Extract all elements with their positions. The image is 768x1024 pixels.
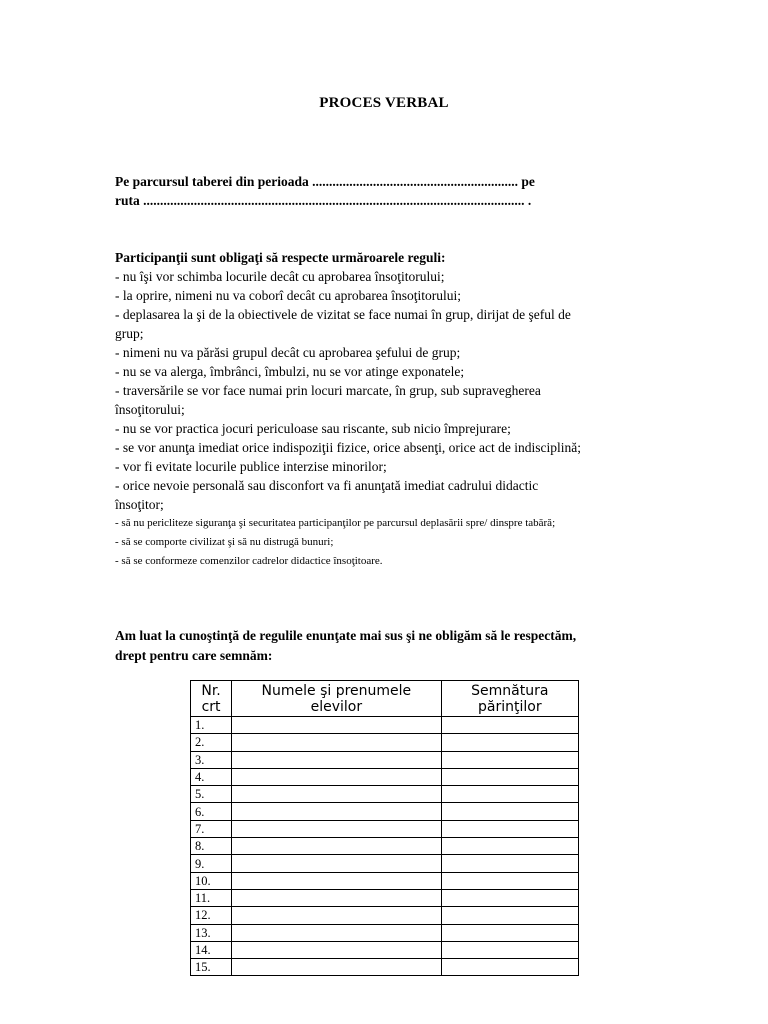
rule-line: - la oprire, nimeni nu va coborî decât cu aprobarea însoţitorului; (115, 288, 462, 303)
row-number: 11. (191, 889, 232, 906)
row-number: 14. (191, 941, 232, 958)
row-number: 12. (191, 907, 232, 924)
header-nr-line2: crt (201, 698, 221, 715)
table-row (191, 751, 579, 768)
student-name-cell[interactable] (232, 889, 442, 906)
rule-line: - traversările se vor face numai prin locuri marcate, în grup, sub supravegherea (115, 383, 541, 398)
rule-small-line: - să nu periclitezе siguranţa şi securitatea participanţilor pe parcursul deplasării spre/ dinspre tabără; (115, 517, 556, 529)
rule-small-line: - să se comporte civilizat şi să nu distrugă bunuri; (115, 536, 334, 548)
row-number: 13. (191, 924, 232, 941)
parent-signature-cell[interactable] (441, 838, 578, 855)
parent-signature-cell[interactable] (441, 768, 578, 785)
agreement-line-1: Am luat la cunoştinţă de regulile enunţate mai sus şi ne obligăm să le respectăm, (115, 628, 577, 643)
student-name-cell[interactable] (232, 803, 442, 820)
row-number: 2. (191, 734, 232, 751)
student-name-cell[interactable] (232, 751, 442, 768)
rules-small-list (115, 514, 655, 571)
student-name-cell[interactable] (232, 941, 442, 958)
row-number: 3. (191, 751, 232, 768)
parent-signature-cell[interactable] (441, 855, 578, 872)
rule-line: - orice nevoie personală sau disconfort va fi anunţată imediat cadrului didactic (115, 478, 539, 493)
rule-line: - deplasarea la şi de la obiectivele de vizitat se face numai în grup, dirijat de şeful de (115, 307, 571, 322)
parent-signature-cell[interactable] (441, 803, 578, 820)
parent-signature-cell[interactable] (441, 820, 578, 837)
table-row (191, 941, 579, 958)
table-header-row (191, 681, 579, 717)
table-row (191, 889, 579, 906)
parent-signature-cell[interactable] (441, 751, 578, 768)
rule-line: - nu se va alerga, îmbrânci, îmbulzi, nu se vor atinge exponatele; (115, 364, 465, 379)
rules-section (115, 248, 655, 571)
header-sig-line1: Semnătura (471, 682, 549, 699)
intro-line-route: ruta ................................................................................................................. . (115, 193, 532, 208)
page-title: PROCES VERBAL (319, 95, 449, 111)
table-row (191, 907, 579, 924)
header-nr-crt (191, 681, 232, 717)
parent-signature-cell[interactable] (441, 889, 578, 906)
table-row (191, 803, 579, 820)
table-row (191, 872, 579, 889)
header-name-line1: Numele şi prenumele (261, 682, 412, 699)
rules-heading: Participanţii sunt obligaţi să respecte urmăroarele reguli: (115, 250, 446, 265)
student-name-cell[interactable] (232, 820, 442, 837)
row-number: 6. (191, 803, 232, 820)
row-number: 4. (191, 768, 232, 785)
student-name-cell[interactable] (232, 959, 442, 976)
rule-line: - se vor anunţa imediat orice indispoziţii fizice, orice absenţi, orice act de indisciplină; (115, 440, 581, 455)
rule-line: - nu îşi vor schimba locurile decât cu aprobarea însoţitorului; (115, 269, 445, 284)
rules-list (115, 267, 655, 514)
header-sig-line2: părinţilor (478, 698, 542, 715)
intro-paragraph (115, 172, 655, 210)
table-row (191, 959, 579, 976)
agreement-line-2: drept pentru care semnăm: (115, 648, 273, 663)
intro-line-period: Pe parcursul taberei din perioada ............................................................. pe (115, 174, 535, 189)
table-body (191, 717, 579, 976)
row-number: 10. (191, 872, 232, 889)
student-name-cell[interactable] (232, 924, 442, 941)
student-name-cell[interactable] (232, 786, 442, 803)
parent-signature-cell[interactable] (441, 872, 578, 889)
table-row (191, 734, 579, 751)
student-name-cell[interactable] (232, 768, 442, 785)
parent-signature-cell[interactable] (441, 786, 578, 803)
row-number: 7. (191, 820, 232, 837)
row-number: 1. (191, 717, 232, 734)
parent-signature-cell[interactable] (441, 907, 578, 924)
row-number: 15. (191, 959, 232, 976)
rule-line: însoţitor; (115, 497, 164, 512)
row-number: 5. (191, 786, 232, 803)
header-nr-line1: Nr. (201, 682, 221, 699)
table-row (191, 717, 579, 734)
rule-line: - vor fi evitate locurile publice interzise minorilor; (115, 459, 387, 474)
header-parent-signature (441, 681, 578, 717)
student-name-cell[interactable] (232, 717, 442, 734)
header-student-name (232, 681, 442, 717)
table-row (191, 820, 579, 837)
rule-line: - nu se vor practica jocuri periculoase sau riscante, sub nicio împrejurare; (115, 421, 511, 436)
signature-table (190, 680, 579, 976)
student-name-cell[interactable] (232, 855, 442, 872)
student-name-cell[interactable] (232, 734, 442, 751)
table-row (191, 855, 579, 872)
table-row (191, 786, 579, 803)
rule-line: - nimeni nu va părăsi grupul decât cu aprobarea şefului de grup; (115, 345, 461, 360)
student-name-cell[interactable] (232, 872, 442, 889)
table-row (191, 924, 579, 941)
agreement-paragraph (115, 626, 655, 666)
parent-signature-cell[interactable] (441, 924, 578, 941)
parent-signature-cell[interactable] (441, 717, 578, 734)
table-row (191, 768, 579, 785)
rule-line: însoţitorului; (115, 402, 185, 417)
row-number: 8. (191, 838, 232, 855)
student-name-cell[interactable] (232, 907, 442, 924)
rule-line: grup; (115, 326, 144, 341)
row-number: 9. (191, 855, 232, 872)
header-name-line2: elevilor (310, 698, 363, 715)
table-row (191, 838, 579, 855)
rule-small-line: - să se conformeze comenzilor cadrelor didactice însoţitoare. (115, 555, 383, 567)
student-name-cell[interactable] (232, 838, 442, 855)
parent-signature-cell[interactable] (441, 734, 578, 751)
parent-signature-cell[interactable] (441, 959, 578, 976)
parent-signature-cell[interactable] (441, 941, 578, 958)
